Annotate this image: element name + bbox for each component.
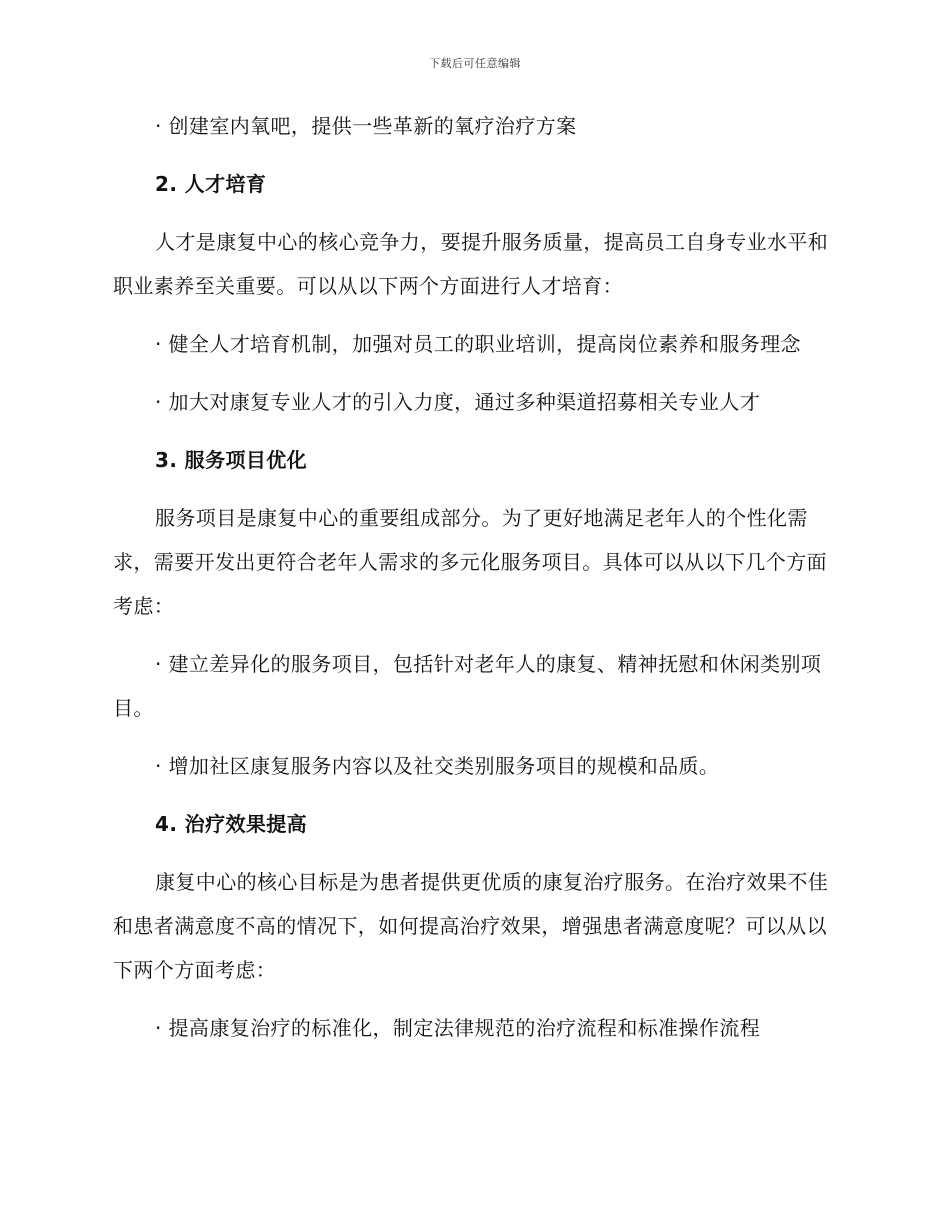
section-heading-service-optimization: 3. 服务项目优化: [155, 448, 308, 472]
bullet-oxygen-bar: · 创建室内氧吧，提供一些革新的氧疗治疗方案: [155, 114, 577, 138]
paragraph-talent-intro: 人才是康复中心的核心竞争力，要提升服务质量，提高员工自身专业水平和职业素养至关重要。可以从以下两个方面进行人才培育：: [113, 230, 829, 298]
bullet-training-mechanism: · 健全人才培育机制，加强对员工的职业培训，提高岗位素养和服务理念: [155, 332, 801, 356]
bullet-community-services: · 增加社区康复服务内容以及社交类别服务项目的规模和品质。: [155, 754, 720, 778]
bullet-standardization: · 提高康复治疗的标准化，制定法律规范的治疗流程和标准操作流程: [155, 1016, 761, 1040]
bullet-talent-recruitment: · 加大对康复专业人才的引入力度，通过多种渠道招募相关专业人才: [155, 390, 761, 414]
paragraph-treatment-intro: 康复中心的核心目标是为患者提供更优质的康复治疗服务。在治疗效果不佳和患者满意度不高的情况下，如何提高治疗效果，增强患者满意度呢？可以从以下两个方面考虑：: [113, 870, 829, 982]
document-body: [113, 104, 831, 1064]
page-header: 下载后可任意编辑: [429, 57, 521, 70]
section-heading-treatment-effect: 4. 治疗效果提高: [155, 812, 308, 836]
section-heading-talent: 2. 人才培育: [155, 172, 267, 196]
paragraph-service-intro: 服务项目是康复中心的重要组成部分。为了更好地满足老年人的个性化需求，需要开发出更符合老年人需求的多元化服务项目。具体可以从以下几个方面考虑：: [113, 506, 827, 618]
bullet-differentiated-services: · 建立差异化的服务项目，包括针对老年人的康复、精神抚慰和休闲类别项目。: [113, 652, 822, 720]
